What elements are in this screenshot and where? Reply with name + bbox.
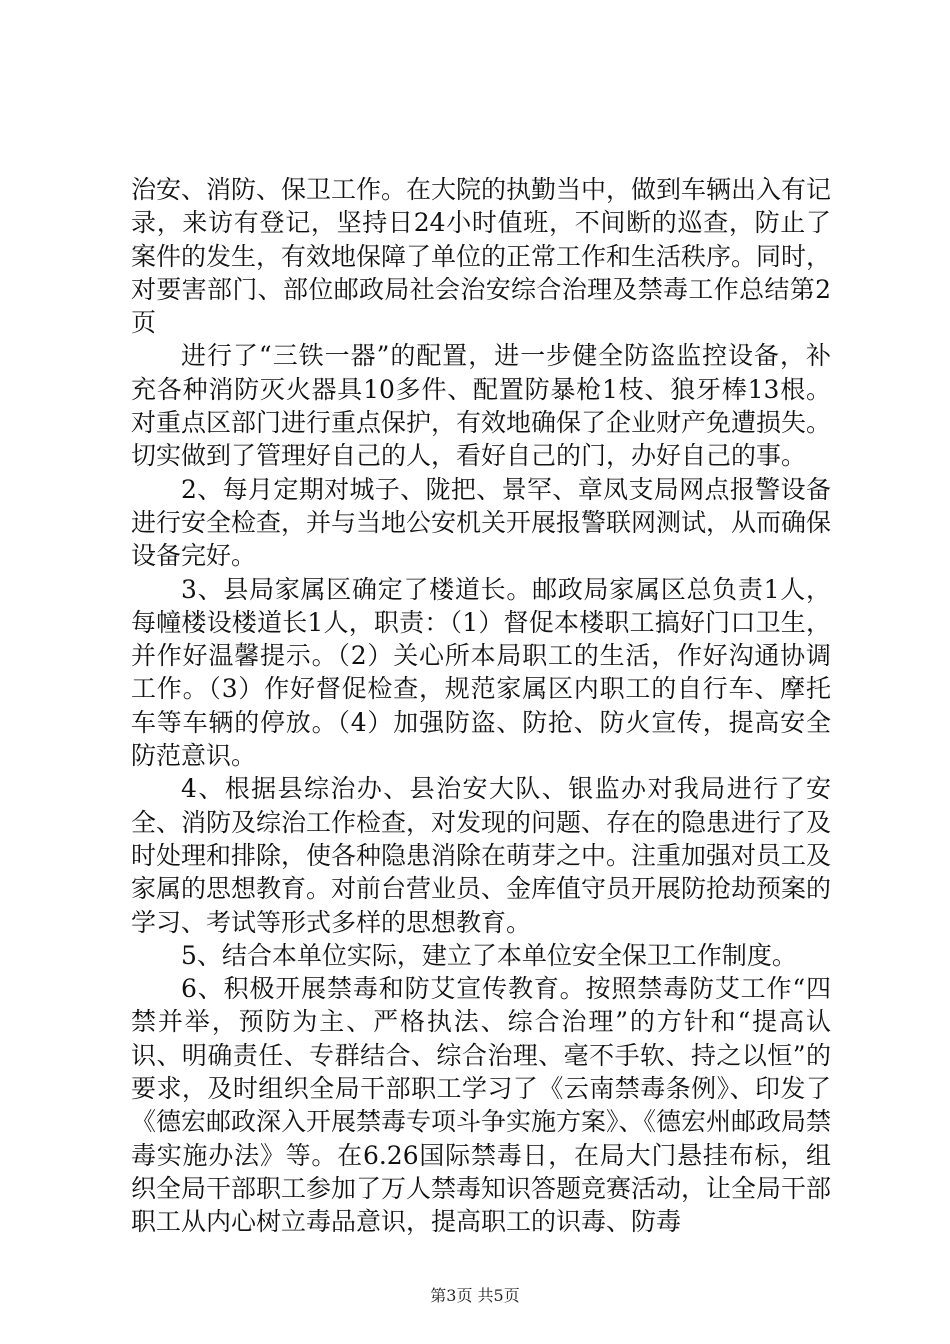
paragraph-continuation: 治安、消防、保卫工作。在大院的执勤当中，做到车辆出入有记录，来访有登记，坚持日24小时值班，不间断的巡查，防止了案件的发生，有效地保障了单位的正常工作和生活秩序。同时，对要害部门、部位邮政局社会治安综合治理及禁毒工作总结第2页	[131, 175, 832, 338]
paragraph-item-4: 4、根据县综治办、县治安大队、银监办对我局进行了安全、消防及综治工作检查，对发现的问题、存在的隐患进行了及时处理和排除，使各种隐患消除在萌芽之中。注重加强对员工及家属的思想教育。对前台营业员、金库值守员开展防抢劫预案的学习、考试等形式多样的思想教育。	[131, 774, 832, 937]
paragraph-item-5: 5、结合本单位实际，建立了本单位安全保卫工作制度。	[181, 940, 797, 970]
paragraph-item-2: 2、每月定期对城子、陇把、景罕、章凤支局网点报警设备进行安全检查，并与当地公安机关开展报警联网测试，从而确保设备完好。	[131, 474, 832, 571]
document-body	[131, 173, 831, 1239]
page-footer: 第3页 共5页	[430, 1286, 520, 1305]
paragraph-item-3: 3、县局家属区确定了楼道长。邮政局家属区总负责1人，每幢楼设楼道长1人，职责：（1）督促本楼职工搞好门口卫生，并作好温馨提示。（2）关心所本局职工的生活，作好沟通协调工作。（3）作好督促检查，规范家属区内职工的自行车、摩托车等车辆的停放。（4）加强防盗、防抢、防火宣传，提高安全防范意识。	[131, 574, 831, 771]
paragraph-item-6: 6、积极开展禁毒和防艾宣传教育。按照禁毒防艾工作“四禁并举，预防为主、严格执法、综合治理”的方针和“提高认识、明确责任、专群结合、综合治理、毫不手软、持之以恒”的要求，及时组织全局干部职工学习了《云南禁毒条例》、印发了《德宏邮政深入开展禁毒专项斗争实施方案》、《德宏州邮政局禁毒实施办法》等。在6.26国际禁毒日，在局大门悬挂布标，组织全局干部职工参加了万人禁毒知识答题竞赛活动，让全局干部职工从内心树立毒品意识，提高职工的识毒、防毒	[131, 974, 832, 1237]
paragraph-equipment: 进行了“三铁一器”的配置，进一步健全防盗监控设备，补充各种消防灭火器具10多件、配置防暴枪1枝、狼牙棒13根。对重点区部门进行重点保护，有效地确保了企业财产免遭损失。切实做到了管理好自己的人，看好自己的门，办好自己的事。	[131, 341, 832, 471]
